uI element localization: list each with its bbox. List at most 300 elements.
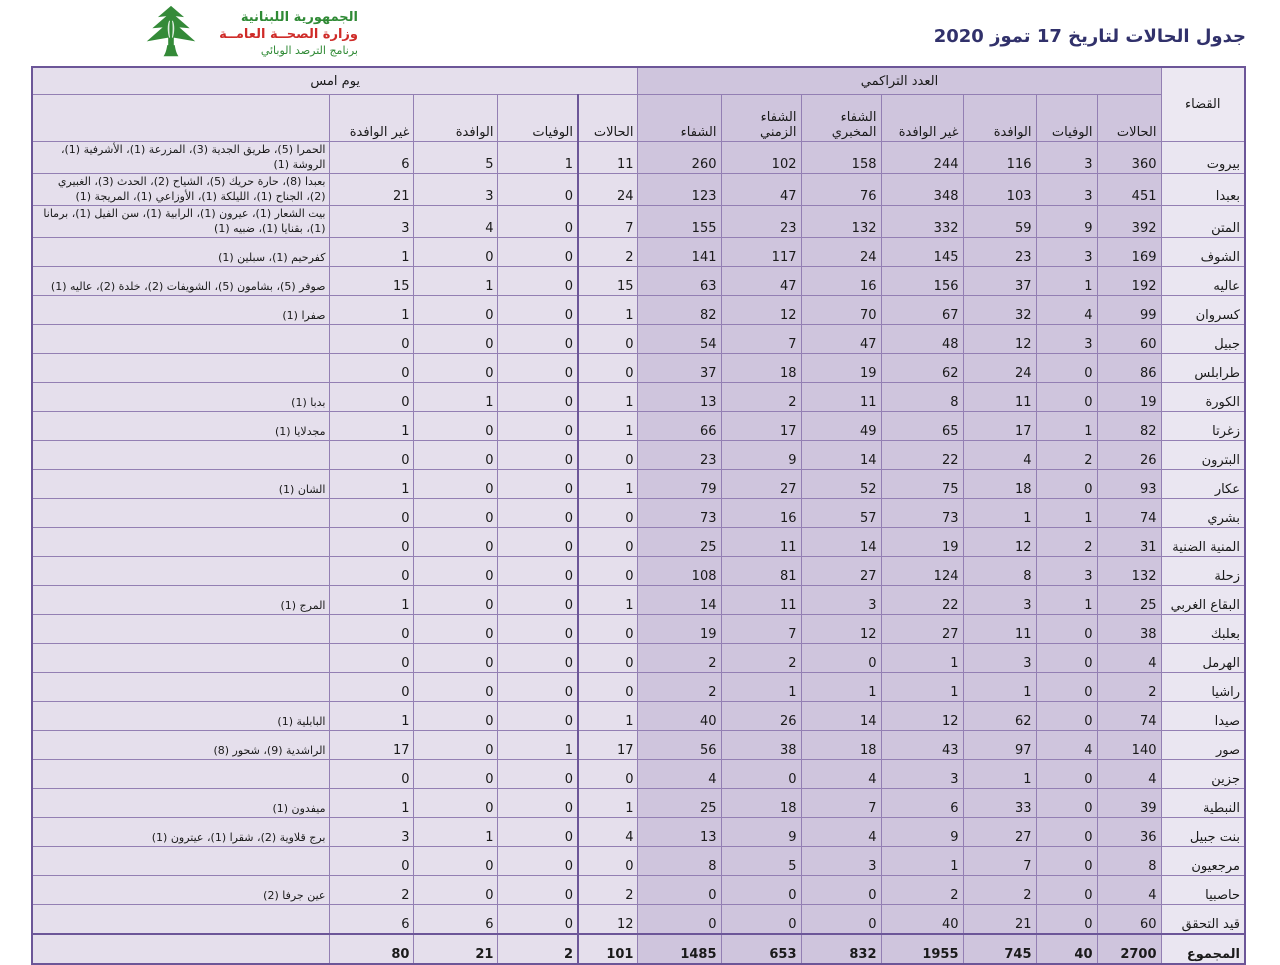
yesterday-value-cell: 0 — [498, 174, 578, 206]
cum-lab-recovery-header: الشفاء المخبري — [801, 95, 881, 142]
district-cell: المنية الضنية — [1161, 528, 1245, 557]
yesterday-value-cell: 1 — [330, 238, 414, 267]
yesterday-value-cell: 12 — [578, 905, 638, 935]
district-cell: المجموع — [1161, 934, 1245, 964]
table-row — [32, 206, 1245, 238]
cumulative-value-cell: 2 — [638, 673, 721, 702]
cumulative-value-cell: 40 — [638, 702, 721, 731]
district-cell: راشيا — [1161, 673, 1245, 702]
cum-non-arrivals-header: غير الوافدة — [881, 95, 963, 142]
cumulative-value-cell: 11 — [801, 383, 881, 412]
cumulative-value-cell: 40 — [1036, 934, 1097, 964]
yesterday-value-cell: 15 — [330, 267, 414, 296]
cumulative-value-cell: 156 — [881, 267, 963, 296]
yesterday-value-cell: 0 — [414, 731, 498, 760]
cumulative-value-cell: 2 — [881, 876, 963, 905]
yesterday-value-cell: 0 — [330, 673, 414, 702]
district-cell: الهرمل — [1161, 644, 1245, 673]
cumulative-value-cell: 19 — [881, 528, 963, 557]
district-cell: جبيل — [1161, 325, 1245, 354]
cumulative-value-cell: 192 — [1097, 267, 1161, 296]
yest-arrivals-header: الوافدة — [414, 95, 498, 142]
cumulative-value-cell: 2700 — [1097, 934, 1161, 964]
notes-cell: برج قلاوية (2)، شقرا (1)، عيترون (1) — [32, 818, 330, 847]
district-cell: عاليه — [1161, 267, 1245, 296]
yesterday-value-cell: 0 — [330, 325, 414, 354]
yesterday-value-cell: 21 — [330, 174, 414, 206]
cumulative-value-cell: 3 — [801, 586, 881, 615]
cumulative-value-cell: 117 — [721, 238, 801, 267]
cumulative-value-cell: 2 — [721, 644, 801, 673]
cumulative-value-cell: 73 — [638, 499, 721, 528]
district-column-header: القضاء — [1161, 67, 1245, 142]
yesterday-value-cell: 0 — [578, 847, 638, 876]
notes-cell: صوفر (5)، بشامون (5)، الشويفات (2)، خلدة (2)، عاليه (1) — [32, 267, 330, 296]
yesterday-value-cell: 0 — [498, 296, 578, 325]
yesterday-value-cell: 0 — [414, 760, 498, 789]
district-cell: حاصبيا — [1161, 876, 1245, 905]
notes-cell — [32, 615, 330, 644]
cumulative-value-cell: 82 — [638, 296, 721, 325]
yesterday-value-cell: 1 — [330, 412, 414, 441]
district-cell: بعلبك — [1161, 615, 1245, 644]
cumulative-value-cell: 47 — [721, 267, 801, 296]
yesterday-group-header: يوم امس — [32, 67, 638, 95]
cumulative-value-cell: 0 — [801, 644, 881, 673]
cumulative-value-cell: 4 — [1036, 731, 1097, 760]
yesterday-value-cell: 0 — [330, 760, 414, 789]
cumulative-value-cell: 49 — [801, 412, 881, 441]
page-title: جدول الحالات لتاريخ 17 تموز 2020 — [933, 26, 1246, 47]
yesterday-value-cell: 3 — [330, 206, 414, 238]
yesterday-value-cell: 1 — [578, 296, 638, 325]
notes-cell: البابلية (1) — [32, 702, 330, 731]
cumulative-value-cell: 158 — [801, 142, 881, 174]
notes-cell — [32, 847, 330, 876]
cumulative-value-cell: 25 — [638, 789, 721, 818]
notes-cell: صفرا (1) — [32, 296, 330, 325]
cumulative-value-cell: 0 — [801, 905, 881, 935]
notes-cell — [32, 528, 330, 557]
table-row — [32, 441, 1245, 470]
cumulative-value-cell: 60 — [1097, 905, 1161, 935]
yesterday-value-cell: 0 — [414, 470, 498, 499]
district-cell: النبطية — [1161, 789, 1245, 818]
table-row — [32, 905, 1245, 935]
cumulative-value-cell: 4 — [1097, 644, 1161, 673]
district-cell: الشوف — [1161, 238, 1245, 267]
cumulative-value-cell: 23 — [638, 441, 721, 470]
notes-cell: الراشدية (9)، شحور (8) — [32, 731, 330, 760]
table-row — [32, 383, 1245, 412]
yesterday-value-cell: 0 — [498, 267, 578, 296]
table-row — [32, 557, 1245, 586]
yesterday-value-cell: 0 — [498, 383, 578, 412]
cumulative-value-cell: 1 — [721, 673, 801, 702]
yesterday-value-cell: 6 — [330, 905, 414, 935]
cumulative-value-cell: 82 — [1097, 412, 1161, 441]
table-row — [32, 644, 1245, 673]
cumulative-value-cell: 0 — [1036, 615, 1097, 644]
district-cell: المتن — [1161, 206, 1245, 238]
yesterday-value-cell: 0 — [498, 818, 578, 847]
cumulative-value-cell: 9 — [721, 818, 801, 847]
district-cell: البترون — [1161, 441, 1245, 470]
cumulative-value-cell: 27 — [801, 557, 881, 586]
yesterday-value-cell: 3 — [414, 174, 498, 206]
yesterday-value-cell: 0 — [498, 441, 578, 470]
yesterday-value-cell: 0 — [414, 412, 498, 441]
yest-deaths-header: الوفيات — [498, 95, 578, 142]
district-cell: قيد التحقق — [1161, 905, 1245, 935]
yesterday-value-cell: 1 — [414, 818, 498, 847]
cumulative-value-cell: 1 — [963, 760, 1036, 789]
yesterday-value-cell: 0 — [414, 441, 498, 470]
yest-cases-header: الحالات — [578, 95, 638, 142]
cumulative-value-cell: 79 — [638, 470, 721, 499]
cumulative-value-cell: 1 — [881, 847, 963, 876]
cum-deaths-header: الوفيات — [1036, 95, 1097, 142]
yesterday-value-cell: 0 — [330, 847, 414, 876]
logo-republic-line: الجمهورية اللبنانية — [240, 9, 358, 25]
yesterday-value-cell: 0 — [330, 383, 414, 412]
cumulative-value-cell: 116 — [963, 142, 1036, 174]
yesterday-value-cell: 5 — [414, 142, 498, 174]
cumulative-value-cell: 1 — [963, 673, 1036, 702]
cumulative-value-cell: 24 — [801, 238, 881, 267]
cumulative-value-cell: 81 — [721, 557, 801, 586]
cumulative-value-cell: 140 — [1097, 731, 1161, 760]
yesterday-value-cell: 80 — [330, 934, 414, 964]
cumulative-value-cell: 31 — [1097, 528, 1161, 557]
yesterday-value-cell: 0 — [578, 441, 638, 470]
yesterday-value-cell: 0 — [498, 238, 578, 267]
table-row — [32, 528, 1245, 557]
yesterday-value-cell: 0 — [498, 557, 578, 586]
cumulative-value-cell: 14 — [801, 528, 881, 557]
cumulative-value-cell: 63 — [638, 267, 721, 296]
cumulative-value-cell: 1 — [881, 673, 963, 702]
notes-cell: بعبدا (8)، حارة حريك (5)، الشياح (2)، الحدث (3)، الغبيري (2)، الجناح (1)، الليلكة (1)، الأوزاعي (1)، المريجة (1) — [32, 174, 330, 206]
notes-cell — [32, 499, 330, 528]
notes-cell — [32, 354, 330, 383]
cumulative-value-cell: 65 — [881, 412, 963, 441]
yesterday-value-cell: 24 — [578, 174, 638, 206]
yesterday-value-cell: 0 — [414, 702, 498, 731]
cumulative-value-cell: 13 — [638, 818, 721, 847]
cumulative-value-cell: 4 — [801, 818, 881, 847]
yesterday-value-cell: 0 — [330, 557, 414, 586]
cumulative-value-cell: 26 — [721, 702, 801, 731]
cumulative-value-cell: 37 — [638, 354, 721, 383]
cumulative-value-cell: 14 — [801, 702, 881, 731]
yesterday-value-cell: 0 — [414, 296, 498, 325]
yesterday-value-cell: 4 — [414, 206, 498, 238]
cumulative-value-cell: 0 — [1036, 760, 1097, 789]
yesterday-value-cell: 0 — [498, 760, 578, 789]
cumulative-value-cell: 9 — [721, 441, 801, 470]
notes-cell: المرج (1) — [32, 586, 330, 615]
cumulative-value-cell: 24 — [963, 354, 1036, 383]
district-cell: عكار — [1161, 470, 1245, 499]
yesterday-value-cell: 0 — [498, 644, 578, 673]
cumulative-value-cell: 9 — [881, 818, 963, 847]
cumulative-value-cell: 22 — [881, 586, 963, 615]
cumulative-value-cell: 93 — [1097, 470, 1161, 499]
yesterday-value-cell: 0 — [498, 847, 578, 876]
cumulative-value-cell: 3 — [1036, 325, 1097, 354]
cumulative-value-cell: 0 — [1036, 702, 1097, 731]
cumulative-value-cell: 8 — [963, 557, 1036, 586]
notes-cell — [32, 644, 330, 673]
yesterday-value-cell: 0 — [578, 673, 638, 702]
table-row — [32, 673, 1245, 702]
yesterday-value-cell: 6 — [330, 142, 414, 174]
district-cell: زغرتا — [1161, 412, 1245, 441]
yesterday-value-cell: 0 — [498, 528, 578, 557]
cumulative-value-cell: 745 — [963, 934, 1036, 964]
cumulative-value-cell: 4 — [638, 760, 721, 789]
notes-cell: بيت الشعار (1)، عيرون (1)، الرابية (1)، سن الفيل (1)، برمانا (1)، بقنايا (1)، ضبيه (1) — [32, 206, 330, 238]
cumulative-value-cell: 3 — [963, 586, 1036, 615]
yesterday-value-cell: 1 — [578, 789, 638, 818]
cumulative-value-cell: 14 — [801, 441, 881, 470]
cumulative-value-cell: 56 — [638, 731, 721, 760]
notes-cell: عين جرفا (2) — [32, 876, 330, 905]
yesterday-value-cell: 1 — [414, 383, 498, 412]
cumulative-value-cell: 2 — [1097, 673, 1161, 702]
cumulative-value-cell: 4 — [801, 760, 881, 789]
yesterday-value-cell: 0 — [414, 644, 498, 673]
yesterday-value-cell: 7 — [578, 206, 638, 238]
district-cell: بعبدا — [1161, 174, 1245, 206]
cumulative-value-cell: 17 — [721, 412, 801, 441]
yesterday-value-cell: 1 — [578, 470, 638, 499]
yesterday-value-cell: 0 — [330, 441, 414, 470]
cumulative-value-cell: 18 — [801, 731, 881, 760]
cumulative-value-cell: 0 — [721, 905, 801, 935]
cumulative-value-cell: 169 — [1097, 238, 1161, 267]
cumulative-value-cell: 141 — [638, 238, 721, 267]
cumulative-value-cell: 73 — [881, 499, 963, 528]
yesterday-value-cell: 0 — [498, 702, 578, 731]
cumulative-value-cell: 48 — [881, 325, 963, 354]
cumulative-value-cell: 5 — [721, 847, 801, 876]
cumulative-value-cell: 244 — [881, 142, 963, 174]
district-cell: بنت جبيل — [1161, 818, 1245, 847]
cases-table — [31, 66, 1246, 965]
cumulative-value-cell: 99 — [1097, 296, 1161, 325]
yesterday-value-cell: 1 — [578, 383, 638, 412]
cumulative-value-cell: 8 — [1097, 847, 1161, 876]
district-cell: بشري — [1161, 499, 1245, 528]
notes-column-header — [32, 95, 330, 142]
yesterday-value-cell: 0 — [498, 789, 578, 818]
logo-program-line: برنامج الترصد الوبائي — [260, 43, 358, 57]
table-row — [32, 267, 1245, 296]
yesterday-value-cell: 0 — [414, 557, 498, 586]
district-cell: زحلة — [1161, 557, 1245, 586]
yesterday-value-cell: 0 — [498, 905, 578, 935]
cumulative-value-cell: 392 — [1097, 206, 1161, 238]
notes-cell — [32, 905, 330, 935]
district-cell: بيروت — [1161, 142, 1245, 174]
cumulative-value-cell: 0 — [1036, 644, 1097, 673]
table-row — [32, 412, 1245, 441]
yesterday-value-cell: 1 — [578, 702, 638, 731]
yesterday-value-cell: 0 — [414, 528, 498, 557]
cumulative-value-cell: 7 — [801, 789, 881, 818]
cumulative-value-cell: 2 — [963, 876, 1036, 905]
notes-cell: بدبا (1) — [32, 383, 330, 412]
yesterday-value-cell: 0 — [578, 528, 638, 557]
cumulative-value-cell: 2 — [1036, 528, 1097, 557]
yesterday-value-cell: 0 — [578, 615, 638, 644]
cum-recovery-header: الشفاء — [638, 95, 721, 142]
table-row — [32, 876, 1245, 905]
cumulative-value-cell: 3 — [801, 847, 881, 876]
cumulative-value-cell: 2 — [721, 383, 801, 412]
cumulative-value-cell: 653 — [721, 934, 801, 964]
cumulative-value-cell: 62 — [881, 354, 963, 383]
cumulative-value-cell: 360 — [1097, 142, 1161, 174]
cumulative-group-header: العدد التراكمي — [638, 67, 1161, 95]
cumulative-value-cell: 18 — [963, 470, 1036, 499]
yesterday-value-cell: 21 — [414, 934, 498, 964]
cumulative-value-cell: 21 — [963, 905, 1036, 935]
cumulative-value-cell: 25 — [638, 528, 721, 557]
yesterday-value-cell: 1 — [578, 586, 638, 615]
yesterday-value-cell: 2 — [498, 934, 578, 964]
cumulative-value-cell: 70 — [801, 296, 881, 325]
notes-cell — [32, 325, 330, 354]
district-cell: صيدا — [1161, 702, 1245, 731]
table-row — [32, 354, 1245, 383]
yesterday-value-cell: 0 — [498, 586, 578, 615]
cumulative-value-cell: 52 — [801, 470, 881, 499]
cumulative-value-cell: 18 — [721, 789, 801, 818]
notes-cell — [32, 441, 330, 470]
group-header-row — [32, 67, 1245, 95]
yesterday-value-cell: 0 — [414, 238, 498, 267]
notes-cell: الحمرا (5)، طريق الجدية (3)، المزرعة (1)، الأشرفية (1)، الروشة (1) — [32, 142, 330, 174]
yesterday-value-cell: 0 — [414, 325, 498, 354]
cumulative-value-cell: 0 — [1036, 818, 1097, 847]
cumulative-value-cell: 332 — [881, 206, 963, 238]
table-body — [32, 142, 1245, 965]
cumulative-value-cell: 3 — [1036, 142, 1097, 174]
cumulative-value-cell: 11 — [721, 586, 801, 615]
cumulative-value-cell: 7 — [963, 847, 1036, 876]
cumulative-value-cell: 1 — [801, 673, 881, 702]
cumulative-value-cell: 0 — [1036, 876, 1097, 905]
cumulative-value-cell: 4 — [1036, 296, 1097, 325]
cumulative-value-cell: 13 — [638, 383, 721, 412]
cum-time-recovery-header: الشفاء الزمني — [721, 95, 801, 142]
cumulative-value-cell: 27 — [721, 470, 801, 499]
column-header-row — [32, 95, 1245, 142]
cumulative-value-cell: 0 — [1036, 847, 1097, 876]
cumulative-value-cell: 11 — [963, 383, 1036, 412]
table-row — [32, 731, 1245, 760]
cumulative-value-cell: 54 — [638, 325, 721, 354]
cumulative-value-cell: 3 — [1036, 238, 1097, 267]
cumulative-value-cell: 155 — [638, 206, 721, 238]
cumulative-value-cell: 47 — [721, 174, 801, 206]
yesterday-value-cell: 2 — [578, 238, 638, 267]
yesterday-value-cell: 0 — [414, 847, 498, 876]
yesterday-value-cell: 0 — [414, 615, 498, 644]
yesterday-value-cell: 1 — [578, 412, 638, 441]
cumulative-value-cell: 1955 — [881, 934, 963, 964]
cumulative-value-cell: 74 — [1097, 702, 1161, 731]
cumulative-value-cell: 66 — [638, 412, 721, 441]
yesterday-value-cell: 1 — [330, 702, 414, 731]
yesterday-value-cell: 0 — [578, 325, 638, 354]
cumulative-value-cell: 108 — [638, 557, 721, 586]
cumulative-value-cell: 37 — [963, 267, 1036, 296]
cumulative-value-cell: 11 — [963, 615, 1036, 644]
yesterday-value-cell: 17 — [578, 731, 638, 760]
cumulative-value-cell: 43 — [881, 731, 963, 760]
cumulative-value-cell: 19 — [638, 615, 721, 644]
cumulative-value-cell: 47 — [801, 325, 881, 354]
cumulative-value-cell: 0 — [1036, 383, 1097, 412]
yesterday-value-cell: 1 — [498, 142, 578, 174]
district-cell: جزين — [1161, 760, 1245, 789]
cumulative-value-cell: 59 — [963, 206, 1036, 238]
cumulative-value-cell: 145 — [881, 238, 963, 267]
yesterday-value-cell: 0 — [414, 876, 498, 905]
cumulative-value-cell: 348 — [881, 174, 963, 206]
yesterday-value-cell: 0 — [578, 354, 638, 383]
cumulative-value-cell: 38 — [1097, 615, 1161, 644]
cum-arrivals-header: الوافدة — [963, 95, 1036, 142]
yesterday-value-cell: 11 — [578, 142, 638, 174]
notes-cell: ميفدون (1) — [32, 789, 330, 818]
yesterday-value-cell: 0 — [414, 499, 498, 528]
yesterday-value-cell: 1 — [414, 267, 498, 296]
district-cell: الكورة — [1161, 383, 1245, 412]
cedar-tree-icon — [140, 4, 202, 64]
cumulative-value-cell: 12 — [881, 702, 963, 731]
cumulative-value-cell: 4 — [1097, 760, 1161, 789]
table-row — [32, 174, 1245, 206]
cumulative-value-cell: 97 — [963, 731, 1036, 760]
notes-cell: كفرحيم (1)، سبلين (1) — [32, 238, 330, 267]
cumulative-value-cell: 23 — [963, 238, 1036, 267]
table-row — [32, 615, 1245, 644]
yesterday-value-cell: 0 — [498, 206, 578, 238]
yesterday-value-cell: 0 — [330, 615, 414, 644]
cumulative-value-cell: 832 — [801, 934, 881, 964]
notes-cell — [32, 673, 330, 702]
yesterday-value-cell: 0 — [498, 876, 578, 905]
table-row — [32, 760, 1245, 789]
cumulative-value-cell: 0 — [1036, 354, 1097, 383]
table-row — [32, 847, 1245, 876]
yesterday-value-cell: 4 — [578, 818, 638, 847]
cumulative-value-cell: 14 — [638, 586, 721, 615]
cumulative-value-cell: 1 — [963, 499, 1036, 528]
table-row — [32, 470, 1245, 499]
cumulative-value-cell: 3 — [881, 760, 963, 789]
cumulative-value-cell: 1 — [1036, 412, 1097, 441]
yesterday-value-cell: 15 — [578, 267, 638, 296]
cumulative-value-cell: 12 — [963, 528, 1036, 557]
cumulative-value-cell: 9 — [1036, 206, 1097, 238]
yesterday-value-cell: 0 — [414, 586, 498, 615]
